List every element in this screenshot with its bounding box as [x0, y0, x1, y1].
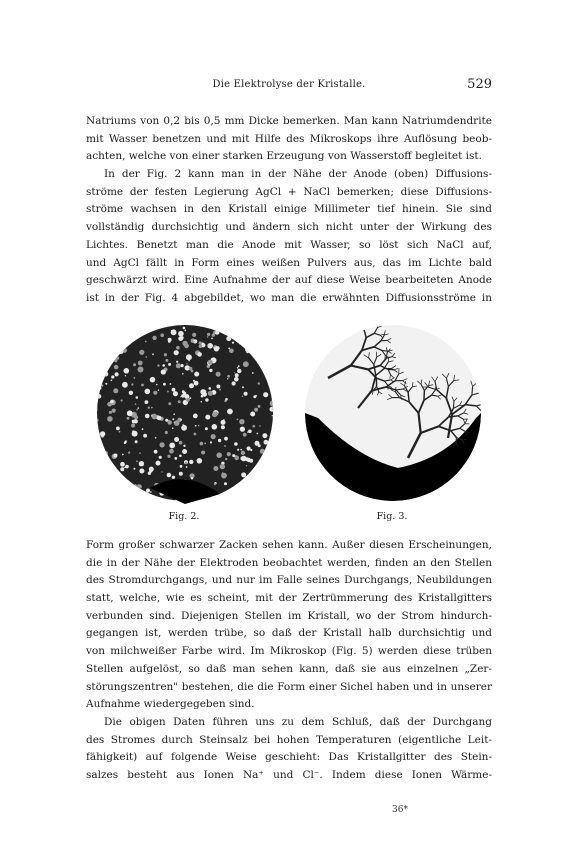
text-line: geschwärzt wird. Eine Aufnahme der auf diese Weise bearbeiteten Anode — [86, 274, 492, 287]
text-line: statt, welche, wie es scheint, mit der Zertrümmerung des Kristallgitters — [86, 592, 492, 605]
text-line: ströme wachsen in den Kristall einige Millimeter tief hinein. Sie sind — [86, 203, 492, 216]
text-line: des Stromdurchgangs, und nur im Falle seines Durchgangs, Neubildungen — [86, 574, 492, 587]
figure-3 — [294, 318, 490, 528]
text-line: salzes besteht aus Ionen Na⁺ und Cl⁻. Indem diese Ionen Wärme- — [86, 768, 492, 781]
text-line: die in der Nähe der Elektroden beobachtet werden, finden an den Stellen — [86, 556, 492, 569]
text-line: Stellen aufgelöst, so daß man sehen kann, daß sie aus einzelnen „Zer- — [86, 662, 492, 675]
figure-2-micrograph — [90, 318, 280, 508]
figure-3-caption: Fig. 3. — [376, 511, 408, 522]
figure-2 — [86, 318, 282, 528]
running-head — [86, 79, 492, 95]
text-line: und AgCl fällt in Form eines weißen Pulvers aus, das im Lichte bald — [86, 256, 492, 269]
text-line: Die obigen Daten führen uns zu dem Schluß, daß der Durchgang — [104, 715, 492, 728]
text-line: des Stromes durch Steinsalz bei hohen Temperaturen (eigentliche Leit- — [86, 733, 492, 746]
text-line: störungszentren" bestehen, die die Form einer Sichel haben und in unserer — [86, 680, 492, 693]
text-line: In der Fig. 2 kann man in der Nähe der Anode (oben) Diffusions- — [104, 168, 492, 181]
text-line: mit Wasser benetzen und mit Hilfe des Mikroskops ihre Auflösung beob- — [86, 132, 492, 145]
text-line: Form großer schwarzer Zacken sehen kann. Außer diesen Erscheinungen, — [86, 539, 492, 551]
text-line: Lichtes. Benetzt man die Anode mit Wasser, so löst sich NaCl auf, — [86, 238, 492, 251]
running-title: Die Elektrolyse der Kristalle. — [212, 79, 366, 90]
text-line: achten, welche von einer starken Erzeugung von Wasserstoff begleitet ist. — [86, 150, 482, 163]
text-line: vollständig durchsichtig und ändern sich nicht unter der Wirkung des — [86, 221, 492, 234]
text-line: ist in der Fig. 4 abgebildet, wo man die erwähnten Diffusionsströme in — [86, 291, 492, 304]
text-line: Aufnahme wiedergegeben sind. — [86, 698, 255, 711]
figure-3-micrograph — [298, 318, 488, 508]
text-line: von milchweißer Farbe wird. Im Mikroskop (Fig. 5) werden diese trüben — [86, 645, 492, 658]
text-line: Natriums von 0,2 bis 0,5 mm Dicke bemerken. Man kann Natriumdendrite — [86, 115, 492, 127]
text-block-top — [86, 113, 492, 308]
text-line: fähigkeit) auf folgende Weise geschieht: Das Kristallgitter des Stein- — [86, 751, 492, 764]
figure-row — [86, 318, 492, 528]
figure-2-caption: Fig. 2. — [168, 511, 200, 522]
text-line: verbunden sind. Diejenigen Stellen im Kristall, wo der Strom hindurch- — [86, 609, 492, 622]
page-number: 529 — [467, 77, 492, 92]
text-line: ströme der festen Legierung AgCl + NaCl bemerken; diese Diffusions- — [86, 185, 492, 198]
printer-signature: 36* — [392, 805, 408, 815]
text-line: gegangen ist, werden trübe, so daß der Kristall halb durchsichtig und — [86, 627, 492, 640]
text-block-bottom — [86, 537, 492, 785]
